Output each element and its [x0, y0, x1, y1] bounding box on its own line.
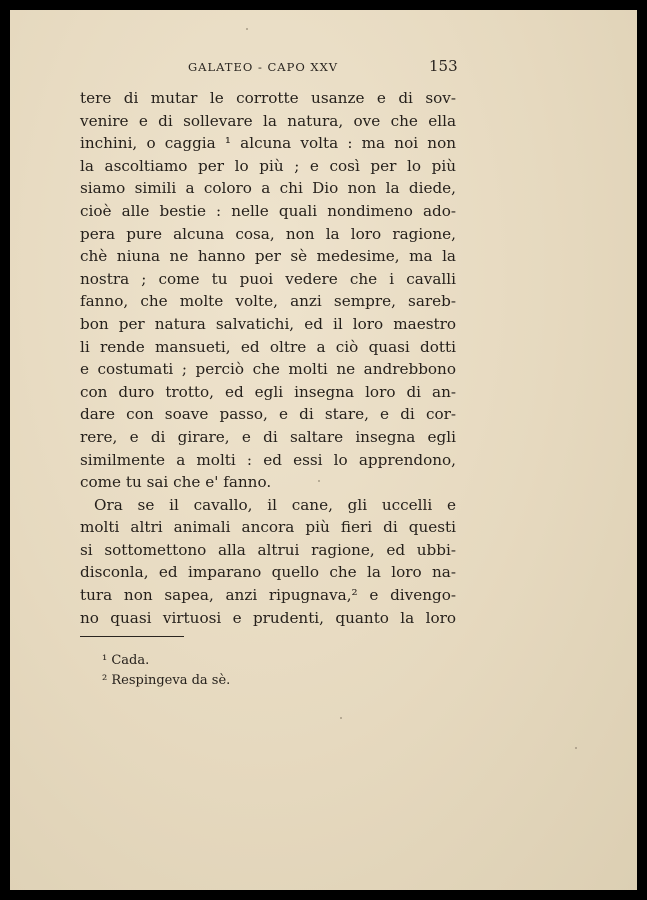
- text-line: e costumati ; perciò che molti ne andrebbono: [80, 360, 456, 379]
- text-line: dare con soave passo, e di stare, e di cor-: [80, 405, 456, 424]
- running-head: GALATEO - CAPO XXV: [188, 60, 339, 74]
- text-line: li rende mansueti, ed oltre a ciò quasi dotti: [80, 337, 456, 356]
- paper-speck: [575, 747, 577, 749]
- text-line: siamo simili a coloro a chi Dio non la diede,: [80, 179, 456, 198]
- paper-speck: [246, 28, 248, 30]
- footnote: ² Respingeva da sè.: [102, 673, 231, 688]
- text-line: no quasi virtuosi e prudenti, quanto la loro: [80, 608, 456, 627]
- text-line: cioè alle bestie : nelle quali nondimeno ado-: [80, 201, 456, 220]
- text-line: disconla, ed imparano quello che la loro na-: [80, 563, 456, 582]
- text-line: rere, e di girare, e di saltare insegna egli: [80, 427, 456, 446]
- text-line: similmente a molti : ed essi lo apprendono,: [80, 450, 456, 469]
- paragraph-start-line: Ora se il cavallo, il cane, gli uccelli e: [94, 495, 456, 514]
- text-line: tura non sapea, anzi ripugnava,² e divengo-: [80, 586, 456, 605]
- paragraph-end-line: come tu sai che e' fanno.: [80, 473, 272, 492]
- footnote: ¹ Cada.: [102, 653, 150, 668]
- page-number: 153: [429, 57, 458, 75]
- book-page: [10, 10, 637, 890]
- text-line: con duro trotto, ed egli insegna loro di an-: [80, 382, 456, 401]
- paper-speck: [318, 480, 320, 482]
- body-text: [80, 87, 456, 629]
- text-line: inchini, o caggia ¹ alcuna volta : ma noi non: [80, 134, 456, 153]
- text-line: chè niuna ne hanno per sè medesime, ma la: [80, 247, 456, 266]
- text-line: nostra ; come tu puoi vedere che i cavalli: [80, 269, 456, 288]
- paper-speck: [340, 717, 342, 719]
- text-line: tere di mutar le corrotte usanze e di sov-: [80, 89, 456, 107]
- text-line: molti altri animali ancora più fieri di questi: [80, 518, 456, 537]
- text-line: bon per natura salvatichi, ed il loro maestro: [80, 314, 456, 333]
- text-line: fanno, che molte volte, anzi sempre, sareb-: [80, 292, 456, 311]
- footnote-divider: [80, 636, 184, 637]
- footnotes: [102, 651, 230, 691]
- text-line: venire e di sollevare la natura, ove che ella: [80, 111, 456, 130]
- text-line: si sottomettono alla altrui ragione, ed ubbi-: [80, 540, 456, 559]
- text-line: pera pure alcuna cosa, non la loro ragione,: [80, 224, 456, 243]
- text-line: la ascoltiamo per lo più ; e così per lo più: [80, 156, 456, 175]
